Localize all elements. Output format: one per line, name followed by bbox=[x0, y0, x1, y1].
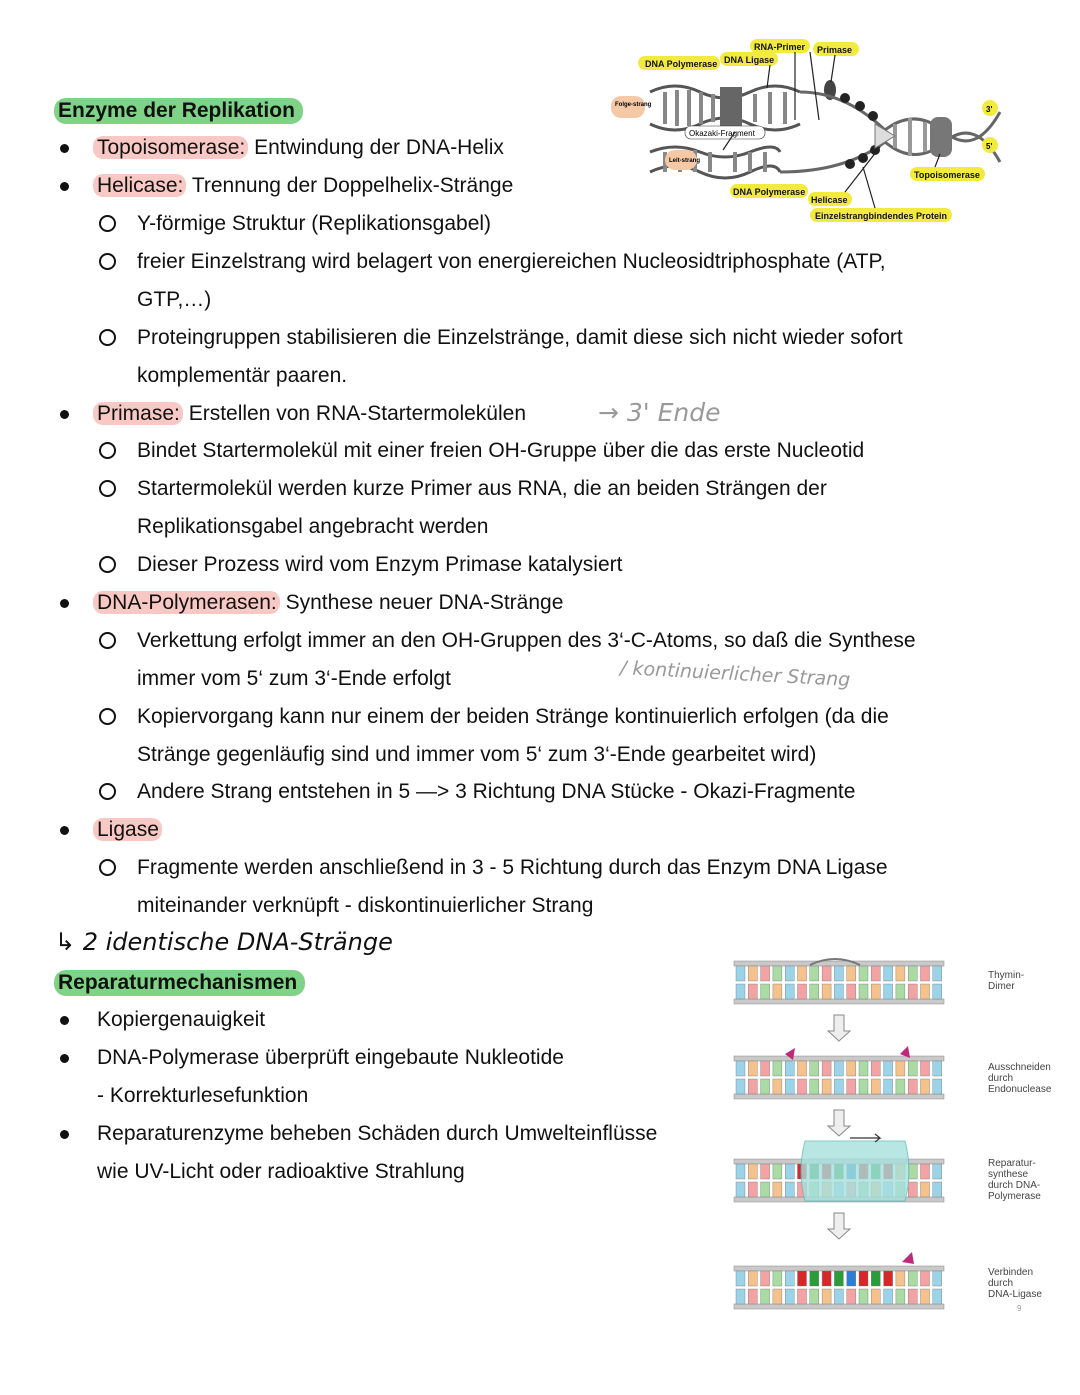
nucleotide-top bbox=[822, 966, 831, 981]
section-heading-repair: Reparaturmechanismen bbox=[54, 970, 305, 996]
label-dna-polymerase-bottom: DNA Polymerase bbox=[733, 187, 806, 197]
nucleotide-top bbox=[822, 1271, 831, 1286]
nucleotide-top bbox=[748, 1271, 757, 1286]
nucleotide-top bbox=[736, 1164, 745, 1179]
item-ligase bbox=[97, 816, 162, 844]
sub-item: Proteingruppen stabilisieren die Einzelstränge, damit diese sich nicht wieder sofort bbox=[137, 326, 903, 349]
nucleotide-bottom bbox=[847, 984, 856, 999]
nucleotide-bottom bbox=[847, 1079, 856, 1094]
item-text: Synthese neuer DNA-Stränge bbox=[279, 591, 564, 614]
bullet-dot bbox=[60, 1130, 69, 1139]
nucleotide-bottom bbox=[908, 1289, 917, 1304]
sub-bullet bbox=[99, 859, 116, 876]
dna-backbone-bottom bbox=[734, 999, 944, 1004]
nucleotide-top bbox=[773, 966, 782, 981]
nucleotide-top bbox=[908, 1164, 917, 1179]
repair-step-label: Thymin- Dimer bbox=[988, 970, 1025, 992]
sub-item: Kopiervorgang kann nur einem der beiden Stränge kontinuierlich erfolgen (da die bbox=[137, 705, 889, 728]
repair-item: Kopiergenauigkeit bbox=[97, 1008, 266, 1031]
nucleotide-bottom bbox=[773, 1289, 782, 1304]
nucleotide-top bbox=[921, 966, 930, 981]
item-helicase bbox=[97, 172, 513, 200]
sub-item-continued: immer vom 5‘ zum 3‘-Ende erfolgt bbox=[137, 667, 451, 690]
replication-diagram bbox=[605, 32, 1005, 232]
sub-bullet bbox=[99, 708, 116, 725]
bullet-dot bbox=[60, 1016, 69, 1025]
nucleotide-top bbox=[871, 966, 880, 981]
nucleotide-top bbox=[748, 966, 757, 981]
nucleotide-top bbox=[921, 1271, 930, 1286]
nucleotide-bottom bbox=[896, 1289, 905, 1304]
nucleotide-bottom bbox=[822, 984, 831, 999]
handwritten-note-identical-strands: ↳ 2 identische DNA-Stränge bbox=[55, 928, 393, 956]
handwritten-note-3-end: → 3' Ende bbox=[598, 398, 721, 427]
nucleotide-top bbox=[896, 1061, 905, 1076]
nucleotide-bottom bbox=[834, 1289, 843, 1304]
step-arrow bbox=[828, 1213, 850, 1239]
sub-item-continued: miteinander verknüpft - diskontinuierlicher Strang bbox=[137, 894, 594, 917]
nucleotide-bottom bbox=[896, 1079, 905, 1094]
repair-step-label: Reparatur- synthese durch DNA- Polymerase bbox=[988, 1158, 1041, 1202]
dna-backbone-top bbox=[734, 961, 944, 966]
nucleotide-bottom bbox=[798, 984, 807, 999]
nucleotide-bottom bbox=[847, 1289, 856, 1304]
label-dna-ligase: DNA Ligase bbox=[724, 55, 775, 65]
nucleotide-bottom bbox=[785, 1289, 794, 1304]
nucleotide-bottom bbox=[736, 1289, 745, 1304]
nucleotide-top bbox=[761, 966, 770, 981]
nucleotide-top bbox=[798, 966, 807, 981]
nucleotide-bottom bbox=[921, 1079, 930, 1094]
nucleotide-top bbox=[847, 1271, 856, 1286]
label-leitstrang: Leit-strang bbox=[669, 158, 701, 164]
page-number: 9 bbox=[1017, 1304, 1022, 1313]
nucleotide-top bbox=[908, 1061, 917, 1076]
bullet-dot bbox=[60, 410, 69, 419]
repair-figure bbox=[730, 955, 950, 1315]
label-topoisomerase: Topoisomerase bbox=[914, 170, 980, 180]
nucleotide-top bbox=[761, 1164, 770, 1179]
item-text: Entwindung der DNA-Helix bbox=[248, 136, 504, 159]
bullet-dot bbox=[60, 182, 69, 191]
nucleotide-top bbox=[834, 966, 843, 981]
label-dna-polymerase-top: DNA Polymerase bbox=[645, 59, 718, 69]
nucleotide-bottom bbox=[761, 1182, 770, 1197]
nucleotide-bottom bbox=[871, 984, 880, 999]
nucleotide-bottom bbox=[798, 1289, 807, 1304]
nucleotide-bottom bbox=[810, 1079, 819, 1094]
nucleotide-bottom bbox=[773, 1182, 782, 1197]
dna-backbone-bottom bbox=[734, 1094, 944, 1099]
nucleotide-bottom bbox=[896, 984, 905, 999]
sub-bullet bbox=[99, 442, 116, 459]
nucleotide-bottom bbox=[810, 1289, 819, 1304]
nucleotide-bottom bbox=[736, 1079, 745, 1094]
item-text: Trennung der Doppelhelix-Stränge bbox=[186, 174, 514, 197]
sub-item: freier Einzelstrang wird belagert von energiereichen Nucleosidtriphosphate (ATP, bbox=[137, 250, 886, 273]
nucleotide-top bbox=[933, 966, 942, 981]
handwritten-note-kontinuierlich: / kontinuierlicher Strang bbox=[619, 656, 851, 692]
nucleotide-bottom bbox=[761, 1289, 770, 1304]
nucleotide-top bbox=[798, 1271, 807, 1286]
nucleotide-top bbox=[896, 1271, 905, 1286]
nucleotide-bottom bbox=[822, 1289, 831, 1304]
nucleotide-bottom bbox=[785, 1079, 794, 1094]
sub-bullet bbox=[99, 556, 116, 573]
dna-backbone-top bbox=[734, 1266, 944, 1271]
nucleotide-bottom bbox=[933, 1079, 942, 1094]
nucleotide-bottom bbox=[921, 984, 930, 999]
nucleotide-top bbox=[761, 1061, 770, 1076]
sub-item: Andere Strang entstehen in 5 —> 3 Richtung DNA Stücke - Okazi-Fragmente bbox=[137, 780, 856, 803]
nucleotide-top bbox=[773, 1164, 782, 1179]
nucleotide-top bbox=[834, 1271, 843, 1286]
sub-item-continued: komplementär paaren. bbox=[137, 364, 348, 387]
bullet-dot bbox=[60, 1054, 69, 1063]
nucleotide-top bbox=[785, 1061, 794, 1076]
nucleotide-top bbox=[773, 1271, 782, 1286]
nucleotide-top bbox=[748, 1061, 757, 1076]
label-folgestrang: Folge-strang bbox=[615, 102, 652, 108]
sub-bullet bbox=[99, 480, 116, 497]
nucleotide-bottom bbox=[785, 984, 794, 999]
label-ssb: Einzelstrangbindendes Protein bbox=[815, 211, 948, 221]
nucleotide-bottom bbox=[748, 1289, 757, 1304]
nucleotide-top bbox=[871, 1271, 880, 1286]
nucleotide-top bbox=[847, 1061, 856, 1076]
nucleotide-bottom bbox=[761, 1079, 770, 1094]
item-polymerase bbox=[97, 589, 563, 617]
nucleotide-bottom bbox=[933, 984, 942, 999]
nucleotide-bottom bbox=[921, 1289, 930, 1304]
nucleotide-bottom bbox=[933, 1289, 942, 1304]
handwritten-note-text: kontinuierlicher Strang bbox=[632, 657, 851, 692]
section-heading-replication: Enzyme der Replikation bbox=[54, 98, 303, 124]
nucleotide-top bbox=[748, 1164, 757, 1179]
nucleotide-bottom bbox=[908, 1079, 917, 1094]
nucleotide-bottom bbox=[921, 1182, 930, 1197]
nucleotide-top bbox=[884, 1061, 893, 1076]
label-five-prime: 5' bbox=[986, 142, 993, 151]
repair-item-continued: wie UV-Licht oder radioaktive Strahlung bbox=[97, 1160, 465, 1183]
repair-item: Reparaturenzyme beheben Schäden durch Umwelteinflüsse bbox=[97, 1122, 658, 1145]
repair-step-label: Ausschneiden durch Endonuclease bbox=[988, 1062, 1052, 1095]
nucleotide-top bbox=[908, 1271, 917, 1286]
nucleotide-top bbox=[810, 966, 819, 981]
item-primase bbox=[97, 400, 526, 428]
nucleotide-bottom bbox=[884, 1289, 893, 1304]
bullet-dot bbox=[60, 144, 69, 153]
enzyme-name-ligase: Ligase bbox=[93, 818, 162, 841]
sub-item: Dieser Prozess wird vom Enzym Primase katalysiert bbox=[137, 553, 623, 576]
repair-step-label: Verbinden durch DNA-Ligase bbox=[988, 1267, 1042, 1300]
bullet-dot bbox=[60, 599, 69, 608]
nucleotide-bottom bbox=[773, 984, 782, 999]
enzyme-name-primase: Primase: bbox=[93, 402, 183, 425]
label-three-prime: 3' bbox=[986, 105, 993, 114]
nucleotide-top bbox=[859, 966, 868, 981]
nucleotide-bottom bbox=[748, 1182, 757, 1197]
item-topoisomerase bbox=[97, 134, 504, 162]
ligase-seal-mark bbox=[902, 1252, 914, 1264]
nucleotide-top bbox=[871, 1061, 880, 1076]
nucleotide-top bbox=[859, 1061, 868, 1076]
nucleotide-top bbox=[736, 966, 745, 981]
nucleotide-top bbox=[933, 1061, 942, 1076]
nucleotide-bottom bbox=[859, 1079, 868, 1094]
nucleotide-bottom bbox=[871, 1079, 880, 1094]
nucleotide-bottom bbox=[736, 1182, 745, 1197]
label-rna-primer: RNA-Primer bbox=[754, 42, 806, 52]
sub-item: Startermolekül werden kurze Primer aus RNA, die an beiden Strängen der bbox=[137, 477, 827, 500]
nucleotide-bottom bbox=[859, 1289, 868, 1304]
sub-bullet bbox=[99, 253, 116, 270]
item-text: Erstellen von RNA-Startermolekülen bbox=[182, 402, 526, 425]
nucleotide-bottom bbox=[884, 984, 893, 999]
nucleotide-top bbox=[921, 1164, 930, 1179]
enzyme-name-helicase: Helicase: bbox=[93, 174, 186, 197]
nucleotide-bottom bbox=[834, 1079, 843, 1094]
sub-bullet bbox=[99, 329, 116, 346]
nucleotide-top bbox=[736, 1061, 745, 1076]
nucleotide-bottom bbox=[908, 984, 917, 999]
nucleotide-top bbox=[736, 1271, 745, 1286]
sub-item: Fragmente werden anschließend in 3 - 5 Richtung durch das Enzym DNA Ligase bbox=[137, 856, 888, 879]
sub-item-continued: Stränge gegenläufig sind und immer vom 5‘ zum 3‘-Ende gearbeitet wird) bbox=[137, 743, 817, 766]
nucleotide-bottom bbox=[933, 1182, 942, 1197]
sub-bullet bbox=[99, 632, 116, 649]
step-arrow bbox=[828, 1015, 850, 1041]
nucleotide-top bbox=[810, 1271, 819, 1286]
nucleotide-bottom bbox=[785, 1182, 794, 1197]
bullet-dot bbox=[60, 826, 69, 835]
label-helicase: Helicase bbox=[811, 195, 848, 205]
nucleotide-bottom bbox=[761, 984, 770, 999]
label-primase: Primase bbox=[817, 45, 853, 55]
nucleotide-top bbox=[921, 1061, 930, 1076]
nucleotide-bottom bbox=[810, 984, 819, 999]
nucleotide-bottom bbox=[834, 984, 843, 999]
sub-item-continued: Replikationsgabel angebracht werden bbox=[137, 515, 489, 538]
nucleotide-bottom bbox=[748, 984, 757, 999]
nucleotide-top bbox=[785, 966, 794, 981]
repair-item: DNA-Polymerase überprüft eingebaute Nukleotide bbox=[97, 1046, 564, 1069]
nucleotide-bottom bbox=[908, 1182, 917, 1197]
sub-bullet bbox=[99, 215, 116, 232]
repair-diagram bbox=[730, 955, 950, 1315]
nucleotide-bottom bbox=[859, 984, 868, 999]
enzyme-name-topoisomerase: Topoisomerase: bbox=[93, 136, 248, 159]
nucleotide-bottom bbox=[798, 1079, 807, 1094]
sub-item-continued: GTP,…) bbox=[137, 288, 212, 311]
nucleotide-top bbox=[785, 1164, 794, 1179]
nucleotide-bottom bbox=[871, 1289, 880, 1304]
label-okazaki: Okazaki-Fragment bbox=[689, 129, 755, 138]
nucleotide-bottom bbox=[736, 984, 745, 999]
nucleotide-top bbox=[785, 1271, 794, 1286]
nucleotide-top bbox=[761, 1271, 770, 1286]
dna-backbone-bottom bbox=[734, 1304, 944, 1309]
nucleotide-bottom bbox=[822, 1079, 831, 1094]
nucleotide-top bbox=[896, 966, 905, 981]
nucleotide-top bbox=[933, 1164, 942, 1179]
dna-polymerase-enzyme bbox=[801, 1141, 909, 1201]
nucleotide-bottom bbox=[884, 1079, 893, 1094]
nucleotide-top bbox=[847, 966, 856, 981]
step-arrow bbox=[828, 1110, 850, 1136]
nucleotide-top bbox=[822, 1061, 831, 1076]
enzyme-name-polymerase: DNA-Polymerasen: bbox=[93, 591, 280, 614]
nucleotide-top bbox=[810, 1061, 819, 1076]
dna-backbone-top bbox=[734, 1056, 944, 1061]
nucleotide-top bbox=[884, 966, 893, 981]
nucleotide-top bbox=[908, 966, 917, 981]
sub-item: Verkettung erfolgt immer an den OH-Gruppen des 3‘-C-Atoms, so daß die Synthese bbox=[137, 629, 916, 652]
nucleotide-top bbox=[798, 1061, 807, 1076]
nucleotide-top bbox=[884, 1271, 893, 1286]
nucleotide-bottom bbox=[748, 1079, 757, 1094]
sub-bullet bbox=[99, 783, 116, 800]
repair-item-continued: - Korrekturlesefunktion bbox=[97, 1084, 309, 1107]
sub-item: Bindet Startermolekül mit einer freien OH-Gruppe über die das erste Nucleotid bbox=[137, 439, 865, 462]
nucleotide-top bbox=[773, 1061, 782, 1076]
sub-item: Y-förmige Struktur (Replikationsgabel) bbox=[137, 212, 492, 235]
replication-figure bbox=[605, 32, 1005, 232]
nucleotide-top bbox=[834, 1061, 843, 1076]
nucleotide-top bbox=[859, 1271, 868, 1286]
nucleotide-bottom bbox=[773, 1079, 782, 1094]
nucleotide-top bbox=[933, 1271, 942, 1286]
